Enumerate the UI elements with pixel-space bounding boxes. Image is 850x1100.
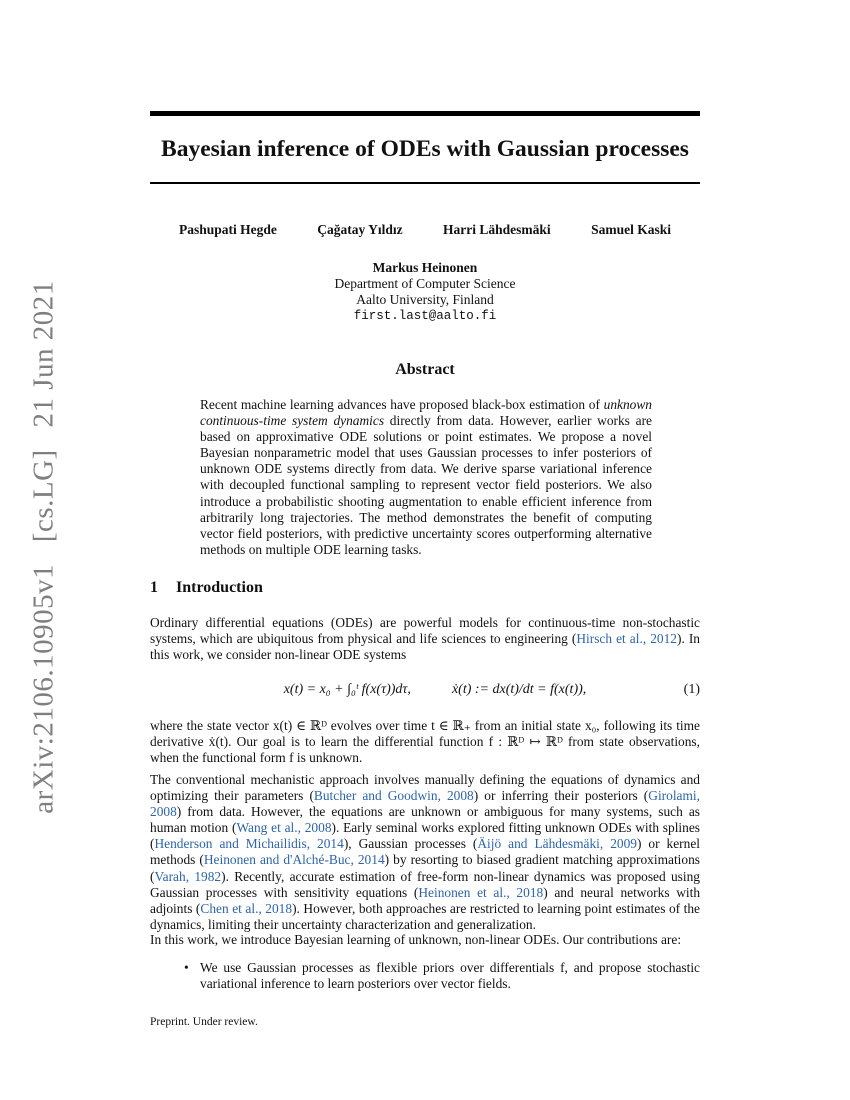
equation-number: (1) bbox=[683, 682, 700, 697]
author: Samuel Kaski bbox=[591, 222, 671, 237]
equation-integral: x(t) = x₀ + ∫₀ᵗ f(x(τ))dτ, bbox=[283, 682, 411, 697]
citation-link[interactable]: Varah, 1982 bbox=[154, 868, 222, 884]
email: first.last@aalto.fi bbox=[353, 309, 497, 323]
section-number: 1 bbox=[150, 579, 158, 596]
footer-note: Preprint. Under review. bbox=[150, 1016, 258, 1028]
citation-link[interactable]: Hirsch et al., 2012 bbox=[576, 631, 677, 647]
paragraph-background: The conventional mechanistic approach involves manually defining the equations of dynamics and optimizing their parameters (Butcher and Goodwin, 2008) or inferring their posteriors (Girolami, 2008) from data. However, the equations are unknown or ambiguous for many systems, such as human motion (Wang et al., 2008). Early seminal works explored fitting unknown ODEs with splines (Henderson and Michailidis, 2014), Gaussian processes (Äijö and Lähdesmäki, 2009) or kernel methods (Heinonen and d'Alché-Buc, 2014) by resorting to biased gradient matching approximations (Varah, 1982). Recently, accurate estimation of free-form non-linear dynamics was proposed using Gaussian processes with sensitivity equations (Heinonen et al., 2018) and neural networks with adjoints (Chen et al., 2018). However, both approaches are restricted to learning point estimates of the dynamics, limiting their uncertainty characterization and generalization. bbox=[150, 772, 701, 932]
abstract-heading: Abstract bbox=[395, 361, 455, 378]
section-title: Introduction bbox=[176, 579, 263, 596]
title-top-rule bbox=[150, 111, 700, 116]
equation-body bbox=[150, 682, 660, 698]
abstract-emphasis: unknown continuous-time system dynamics bbox=[200, 397, 652, 429]
citation-link[interactable]: Butcher and Goodwin, 2008 bbox=[313, 788, 474, 804]
section-heading bbox=[150, 579, 263, 597]
contribution-item: We use Gaussian processes as flexible priors over differentials f, and propose stochastic variational inference to learn posteriors over vector fields. bbox=[200, 960, 700, 992]
citation-link[interactable]: Heinonen et al., 2018 bbox=[418, 884, 544, 900]
arxiv-id: arXiv:2106.10905v1 bbox=[27, 563, 60, 814]
author: Markus Heinonen bbox=[372, 260, 478, 275]
arxiv-date: 21 Jun 2021 bbox=[27, 280, 60, 428]
university: Aalto University, Finland bbox=[356, 292, 494, 307]
citation-link[interactable]: Chen et al., 2018 bbox=[200, 900, 293, 916]
title-bottom-rule bbox=[150, 182, 700, 184]
citation-link[interactable]: Girolami, 2008 bbox=[150, 788, 700, 820]
equation-derivative: ẋ(t) := dx(t)/dt = f(x(t)), bbox=[451, 682, 587, 697]
author: Pashupati Hegde bbox=[179, 222, 277, 237]
paragraph-state-vector: where the state vector x(t) ∈ ℝᴰ evolves over time t ∈ ℝ₊ from an initial state x₀, following its time derivative ẋ(t). Our goal is to learn the differential function f : ℝᴰ ↦ ℝᴰ from state observations, when the functional form f is unknown. bbox=[150, 718, 700, 766]
author: Çağatay Yıldız bbox=[317, 222, 403, 237]
paragraph-contributions: In this work, we introduce Bayesian learning of unknown, non-linear ODEs. Our contributions are: bbox=[150, 932, 682, 947]
citation-link[interactable]: Wang et al., 2008 bbox=[236, 820, 332, 836]
arxiv-identifier bbox=[28, 266, 61, 814]
bullet-mark: • bbox=[184, 960, 189, 975]
abstract-text: Recent machine learning advances have proposed black-box estimation of unknown continuous-time system dynamics directly from data. However, earlier works are based on approximative ODE solutions or point estimates. We propose a novel Bayesian nonparametric model that uses Gaussian processes to infer posteriors of unknown ODE systems directly from data. We derive sparse variational inference with decoupled functional sampling to represent vector field posteriors. We also introduce a probabilistic shooting augmentation to enable efficient inference from arbitrarily long trajectories. The method demonstrates the benefit of computing vector field posteriors, with predictive uncertainty scores outperforming alternative methods on multiple ODE learning tasks. bbox=[200, 397, 652, 557]
citation-link[interactable]: Henderson and Michailidis, 2014 bbox=[154, 836, 344, 852]
citation-link[interactable]: Äijö and Lähdesmäki, 2009 bbox=[477, 836, 637, 852]
equation-1 bbox=[150, 672, 700, 708]
paragraph-intro: Ordinary differential equations (ODEs) are powerful models for continuous-time non-stochastic systems, which are ubiquitous from physical and life sciences to engineering (Hirsch et al., 2012). In this work, we consider non-linear ODE systems bbox=[150, 615, 701, 663]
author-list bbox=[150, 222, 700, 238]
arxiv-category: [cs.LG] bbox=[27, 449, 60, 543]
affiliation-block bbox=[150, 260, 700, 324]
citation-link[interactable]: Heinonen and d'Alché-Buc, 2014 bbox=[203, 852, 385, 868]
department: Department of Computer Science bbox=[334, 276, 516, 291]
paper-title: Bayesian inference of ODEs with Gaussian processes bbox=[161, 136, 689, 162]
author: Harri Lähdesmäki bbox=[443, 222, 551, 237]
